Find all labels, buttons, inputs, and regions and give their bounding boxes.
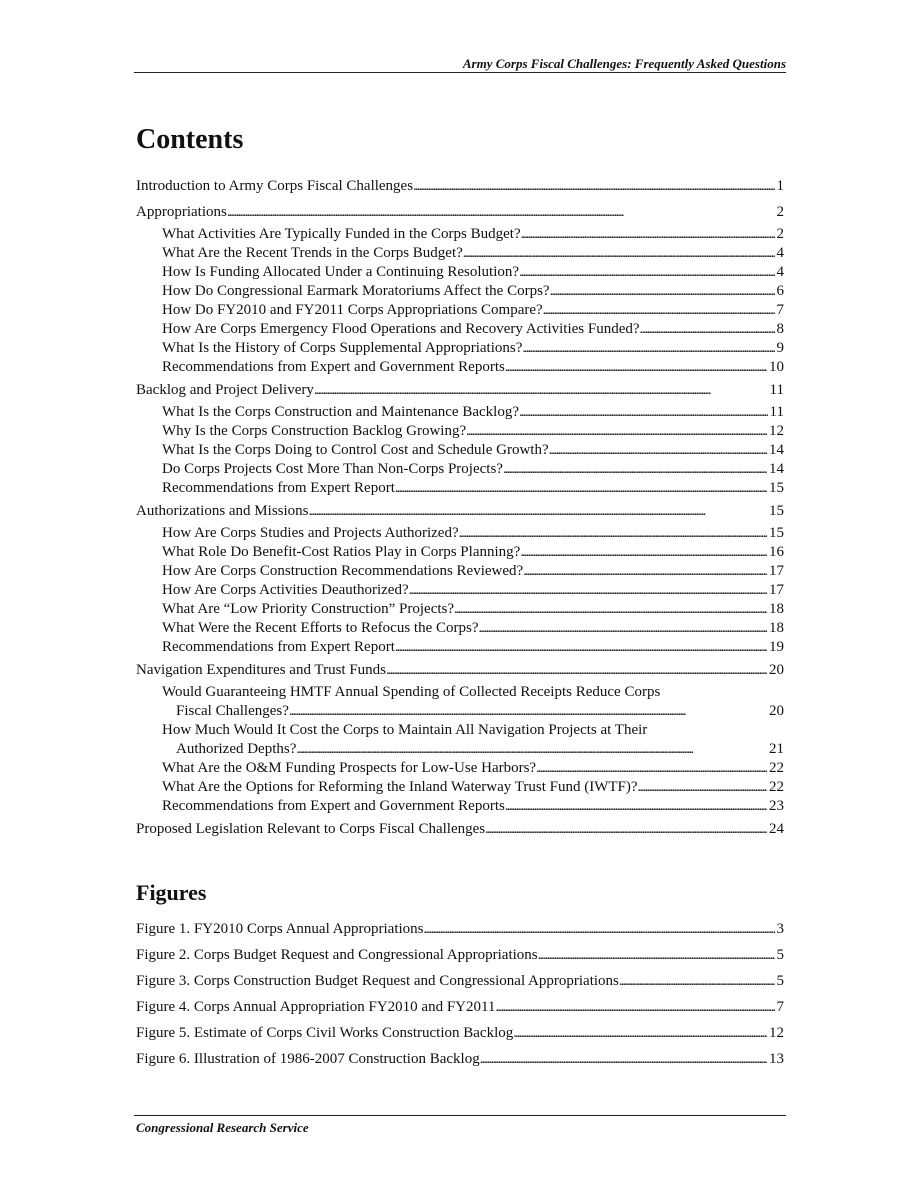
toc-entry-title: What Is the History of Corps Supplemental Appropriations? [162, 340, 523, 356]
dot-leader [549, 441, 767, 460]
toc-entry-continuation[interactable] [176, 702, 784, 721]
footer-rule [134, 1115, 786, 1116]
toc-entry-title: What Are the Recent Trends in the Corps Budget? [162, 245, 463, 261]
toc-page-number: 14 [769, 442, 784, 458]
toc-entry-title: Recommendations from Expert Report [162, 639, 395, 655]
toc-entry-title: Figure 5. Estimate of Corps Civil Works Construction Backlog [136, 1025, 514, 1041]
dot-leader [521, 225, 775, 244]
dot-leader [454, 600, 767, 619]
toc-subentry[interactable] [162, 301, 784, 320]
dot-leader [459, 524, 767, 543]
toc-page-number: 16 [769, 544, 784, 560]
toc-page-number: 17 [769, 563, 784, 579]
toc-entry-title: What Were the Recent Efforts to Refocus the Corps? [162, 620, 479, 636]
toc-page-number: 19 [769, 639, 784, 655]
toc-entry-title: What Are the O&M Funding Prospects for Low-Use Harbors? [162, 760, 537, 776]
toc-entry-title: How Are Corps Construction Recommendations Reviewed? [162, 563, 524, 579]
toc-entry-title: What Are “Low Priority Construction” Projects? [162, 601, 455, 617]
toc-entry-continuation[interactable] [176, 740, 784, 759]
toc-entry-title: What Activities Are Typically Funded in the Corps Budget? [162, 226, 521, 242]
toc-entry-title: Figure 6. Illustration of 1986-2007 Construction Backlog [136, 1051, 480, 1067]
toc-page-number: 5 [776, 973, 784, 989]
dot-leader [550, 282, 775, 301]
dot-leader [409, 581, 767, 600]
dot-leader [543, 301, 775, 320]
toc-entry[interactable] [162, 683, 784, 702]
toc-entry-title: How Do Congressional Earmark Moratoriums Affect the Corps? [162, 283, 550, 299]
dot-leader [478, 619, 767, 638]
dot-leader [495, 998, 774, 1017]
toc-section-entry[interactable] [136, 661, 784, 680]
toc-entry-title: How Is Funding Allocated Under a Continuing Resolution? [162, 264, 520, 280]
toc-entry-title: How Are Corps Studies and Projects Authorized? [162, 525, 459, 541]
dot-leader [505, 358, 767, 377]
toc-subentry[interactable] [162, 320, 784, 339]
dot-leader [395, 638, 767, 657]
dot-leader [296, 740, 767, 759]
toc-subentry[interactable] [162, 225, 784, 244]
running-header: Army Corps Fiscal Challenges: Frequently Asked Questions [462, 56, 786, 71]
toc-section-entry[interactable] [136, 820, 784, 839]
toc-page-number: 22 [769, 760, 784, 776]
dot-leader [314, 381, 768, 400]
figure-entry[interactable] [136, 998, 784, 1017]
figure-entry[interactable] [136, 920, 784, 939]
toc-subentry[interactable] [162, 479, 784, 498]
dot-leader [520, 543, 767, 562]
toc-subentry[interactable] [162, 619, 784, 638]
toc-page-number: 18 [769, 620, 784, 636]
toc-entry-title: Recommendations from Expert and Government Reports [162, 359, 505, 375]
toc-subentry[interactable] [162, 638, 784, 657]
toc-page-number: 20 [769, 662, 784, 678]
toc-subentry[interactable] [162, 403, 784, 422]
toc-page-number: 23 [769, 798, 784, 814]
toc-subentry[interactable] [162, 263, 784, 282]
toc-subentry[interactable] [162, 562, 784, 581]
toc-subentry[interactable] [162, 244, 784, 263]
toc-section-entry[interactable] [136, 381, 784, 400]
toc-page-number: 4 [776, 245, 784, 261]
toc-entry-title: Recommendations from Expert Report [162, 480, 395, 496]
dot-leader [538, 946, 775, 965]
toc-page-number: 15 [769, 480, 784, 496]
toc-subentry[interactable] [162, 441, 784, 460]
toc-entry-title: Do Corps Projects Cost More Than Non-Corps Projects? [162, 461, 503, 477]
toc-page-number: 17 [769, 582, 784, 598]
toc-subentry[interactable] [162, 543, 784, 562]
toc-entry-title: Fiscal Challenges? [176, 703, 289, 719]
toc-section-entry[interactable] [136, 502, 784, 521]
toc-subentry[interactable] [162, 422, 784, 441]
toc-page-number: 12 [769, 1025, 784, 1041]
toc-page-number: 9 [776, 340, 784, 356]
toc-entry-title: What Is the Corps Construction and Maintenance Backlog? [162, 404, 519, 420]
toc-page-number: 21 [769, 741, 784, 757]
toc-entry-title: What Is the Corps Doing to Control Cost and Schedule Growth? [162, 442, 549, 458]
dot-leader [227, 203, 775, 222]
toc-entry-title: Recommendations from Expert and Government Reports [162, 798, 505, 814]
toc-page-number: 10 [769, 359, 784, 375]
toc-entry-title: Figure 4. Corps Annual Appropriation FY2010 and FY2011 [136, 999, 496, 1015]
header-rule [134, 72, 786, 73]
toc-page-number: 11 [769, 382, 784, 398]
dot-leader [536, 759, 767, 778]
toc-page-number: 15 [769, 503, 784, 519]
dot-leader [480, 1050, 767, 1069]
toc-entry-title: Why Is the Corps Construction Backlog Growing? [162, 423, 467, 439]
dot-leader [289, 702, 767, 721]
contents-heading: Contents [136, 124, 244, 155]
toc-entry-title: How Do FY2010 and FY2011 Corps Appropriations Compare? [162, 302, 543, 318]
toc-subentry[interactable] [162, 282, 784, 301]
toc-page-number: 7 [776, 999, 784, 1015]
toc-entry-title: Authorizations and Missions [136, 503, 309, 519]
dot-leader [466, 422, 767, 441]
toc-entry-title: Figure 2. Corps Budget Request and Congressional Appropriations [136, 947, 538, 963]
dot-leader [395, 479, 767, 498]
toc-page-number: 1 [776, 178, 784, 194]
toc-entry-title: How Much Would It Cost the Corps to Maintain All Navigation Projects at Their [162, 722, 648, 738]
toc-subentry[interactable] [162, 339, 784, 358]
toc-page-number: 14 [769, 461, 784, 477]
running-footer: Congressional Research Service [136, 1120, 309, 1135]
toc-entry-title: What Are the Options for Reforming the Inland Waterway Trust Fund (IWTF)? [162, 779, 638, 795]
toc-page-number: 3 [776, 921, 784, 937]
toc-page-number: 5 [776, 947, 784, 963]
toc-entry-title: Introduction to Army Corps Fiscal Challenges [136, 178, 414, 194]
dot-leader [519, 403, 768, 422]
dot-leader [513, 1024, 767, 1043]
toc-entry-title: What Role Do Benefit-Cost Ratios Play in Corps Planning? [162, 544, 521, 560]
toc-subentry[interactable] [162, 581, 784, 600]
figure-entry[interactable] [136, 972, 784, 991]
figure-entry[interactable] [136, 1024, 784, 1043]
toc-subentry[interactable] [162, 759, 784, 778]
toc-entry-title: Backlog and Project Delivery [136, 382, 314, 398]
dot-leader [638, 778, 767, 797]
toc-page-number: 12 [769, 423, 784, 439]
dot-leader [503, 460, 767, 479]
toc-entry-title: Navigation Expenditures and Trust Funds [136, 662, 386, 678]
toc-page-number: 6 [776, 283, 784, 299]
toc-subentry[interactable] [162, 778, 784, 797]
toc-page-number: 15 [769, 525, 784, 541]
toc-page-number: 4 [776, 264, 784, 280]
dot-leader [523, 562, 767, 581]
toc-entry-title: Proposed Legislation Relevant to Corps Fiscal Challenges [136, 821, 486, 837]
toc-subentry[interactable] [162, 797, 784, 816]
figures-heading: Figures [136, 880, 207, 905]
toc-page-number: 18 [769, 601, 784, 617]
toc-page-number: 7 [776, 302, 784, 318]
dot-leader [640, 320, 775, 339]
figure-entry[interactable] [136, 1050, 784, 1069]
toc-subentry[interactable] [162, 600, 784, 619]
toc-page-number: 11 [769, 404, 784, 420]
toc-page-number: 8 [776, 321, 784, 337]
dot-leader [505, 797, 767, 816]
toc-entry-title: Appropriations [136, 204, 227, 220]
toc-entry-title: Figure 3. Corps Construction Budget Request and Congressional Appropriations [136, 973, 619, 989]
dot-leader [309, 502, 768, 521]
dot-leader [519, 263, 774, 282]
toc-entry-title: How Are Corps Emergency Flood Operations and Recovery Activities Funded? [162, 321, 640, 337]
toc-entry[interactable] [162, 721, 784, 740]
toc-section-entry[interactable] [136, 203, 784, 222]
toc-subentry[interactable] [162, 524, 784, 543]
toc-entry-title: Authorized Depths? [176, 741, 297, 757]
toc-page-number: 24 [769, 821, 784, 837]
dot-leader [522, 339, 774, 358]
toc-subentry[interactable] [162, 358, 784, 377]
toc-entry-title: How Are Corps Activities Deauthorized? [162, 582, 409, 598]
dot-leader [386, 661, 767, 680]
dot-leader [485, 820, 767, 839]
toc-page-number: 13 [769, 1051, 784, 1067]
dot-leader [619, 972, 775, 991]
toc-subentry[interactable] [162, 460, 784, 479]
toc-page-number: 20 [769, 703, 784, 719]
toc-page-number: 22 [769, 779, 784, 795]
toc-entry-title: Would Guaranteeing HMTF Annual Spending of Collected Receipts Reduce Corps [162, 684, 661, 700]
dot-leader [463, 244, 775, 263]
toc-page-number: 2 [776, 226, 784, 242]
dot-leader [413, 177, 774, 196]
dot-leader [424, 920, 775, 939]
figure-entry[interactable] [136, 946, 784, 965]
toc-section-entry[interactable] [136, 177, 784, 196]
toc-entry-title: Figure 1. FY2010 Corps Annual Appropriations [136, 921, 424, 937]
toc-page-number: 2 [776, 204, 784, 220]
